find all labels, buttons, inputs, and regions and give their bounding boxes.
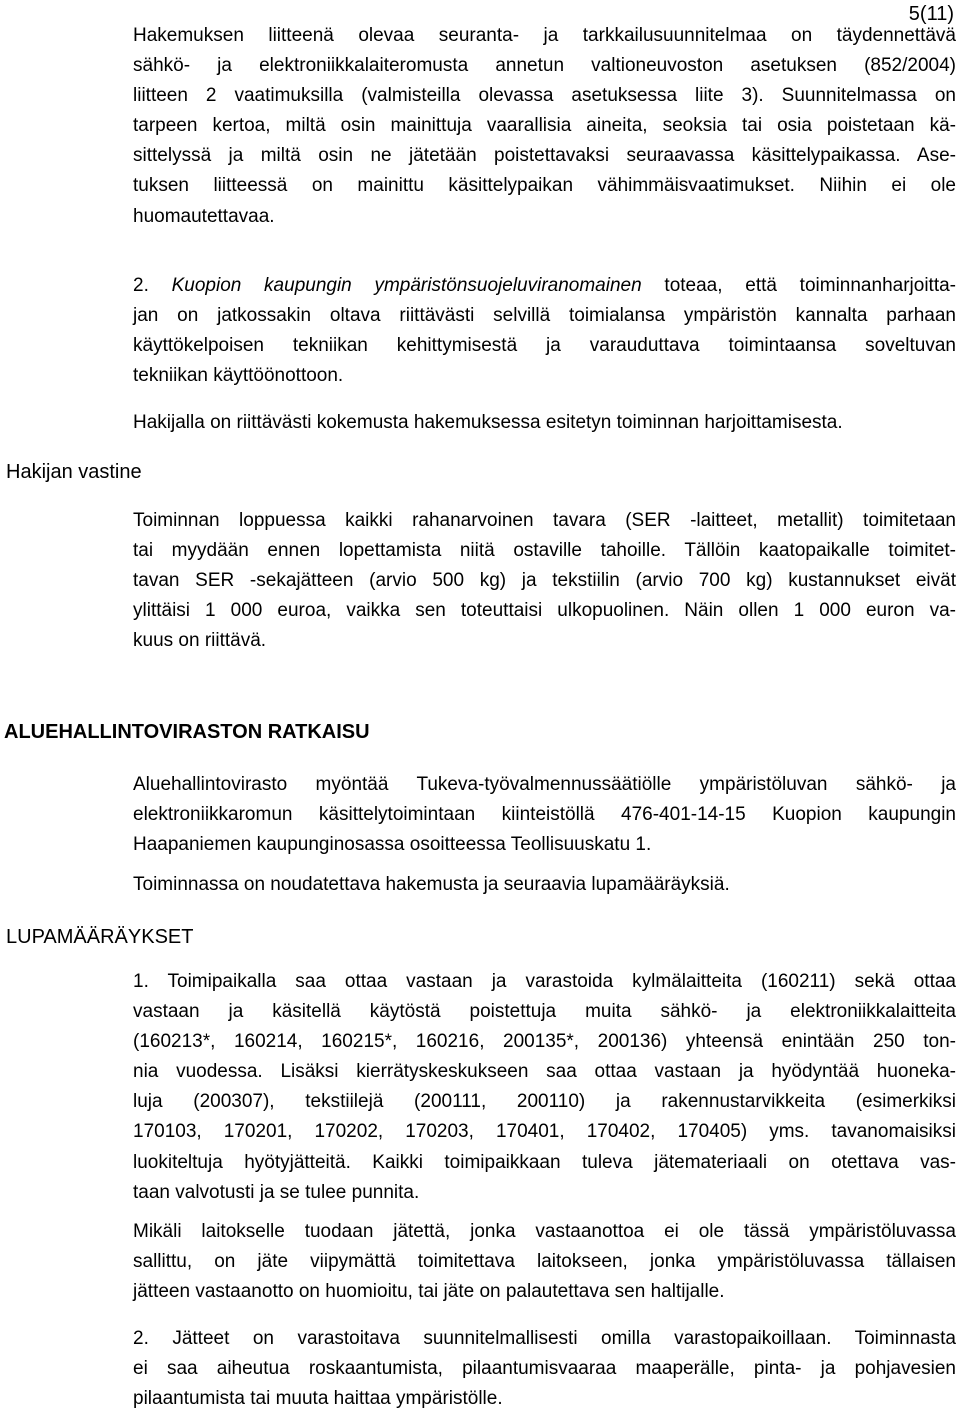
condition-1-paragraph [133, 967, 956, 1208]
text-line: nia vuodessa. Lisäksi kierrätyskeskukseen saa ottaa vastaan ja hyödyntää huoneka- [133, 1061, 956, 1083]
text-line: Toiminnassa on noudatettava hakemusta ja seuraavia lupamääräyksiä. [133, 874, 730, 895]
text-line: Aluehallintovirasto myöntää Tukeva-työvalmennussäätiölle ympäristöluvan sähkö- ja [133, 774, 956, 795]
text-line: Haapaniemen kaupunginosassa osoitteessa Teollisuuskatu 1. [133, 834, 652, 856]
text-line: huomautettavaa. [133, 205, 275, 227]
text-line: 1. Toimipaikalla saa ottaa vastaan ja varastoida kylmälaitteita (160211) sekä ottaa [133, 971, 956, 992]
text-line: kuus on riittävä. [133, 630, 267, 652]
text-line: tekniikan käyttöönottoon. [133, 365, 344, 387]
text-line: Mikäli laitokselle tuodaan jätettä, jonka vastaanottoa ei ole tässä ympäristöluvassa [133, 1221, 956, 1242]
text-fragment: toteaa, että toiminnanharjoitta- [664, 275, 956, 296]
text-line: tuksen liitteessä on mainittu käsittelypaikan vähimmäisvaatimukset. Niihin ei ole [133, 175, 956, 197]
text-line: tai myydään ennen lopettamista niitä ostaville tahoille. Tällöin kaatopaikalle toimitet- [133, 540, 956, 562]
text-line: (160213*, 160214, 160215*, 160216, 200135*, 200136) yhteensä enintään 250 ton- [133, 1031, 956, 1053]
section-heading: ALUEHALLINTOVIRASTON RATKAISU [4, 721, 370, 743]
text-line: 2. Jätteet on varastoitava suunnitelmallisesti omilla varastopaikoillaan. Toiminnasta [133, 1328, 956, 1349]
text-line: jan on jatkossakin oltava riittävästi selvillä toimialansa ympäristön kannalta parhaan [133, 305, 956, 327]
text-line: sittelyssä ja miltä osin ne jätetään poistettavaksi seuraavassa käsittelypaikassa. Ase- [133, 145, 956, 167]
text-line: liitteen 2 vaatimuksilla (valmisteilla olevassa asetuksessa liite 3). Suunnitelmassa on [133, 85, 956, 107]
sidebar-label-applicant-reply: Hakijan vastine [6, 461, 142, 483]
text-line: sallittu, on jäte viipymättä toimitettava laitokseen, jonka ympäristöluvassa tällaisen [133, 1251, 956, 1273]
text-line: tarpeen kertoa, miltä osin mainittuja vaarallisia aineita, seoksia tai osia poistetaan kä- [133, 115, 956, 137]
sidebar-label-permit-conditions: LUPAMÄÄRÄYKSET [6, 926, 194, 948]
text-line: vastaan ja käsitellä käytöstä poistettuja muita sähkö- ja elektroniikkalaitteita [133, 1001, 956, 1023]
text-line: taan valvotusti ja se tulee punnita. [133, 1181, 420, 1203]
text-line: ei saa aiheutua roskaantumista, pilaantumisvaaraa maaperälle, pinta- ja pohjavesien [133, 1358, 956, 1380]
text-line: Hakijalla on riittävästi kokemusta hakemuksessa esitetyn toiminnan harjoittamisesta. [133, 412, 843, 433]
compliance-paragraph [133, 870, 956, 900]
authority-name: Kuopion kaupungin ympäristönsuojeluviranomainen [171, 275, 642, 296]
text-line: luja (200307), tekstiilejä (200111, 200110) ja rakennustarvikkeita (esimerkiksi [133, 1091, 956, 1113]
text-line: 170103, 170201, 170202, 170203, 170401, 170402, 170405) yms. tavanomaisiksi [133, 1121, 956, 1143]
condition-1b-paragraph [133, 1217, 956, 1307]
text-line: tavan SER -sekajätteen (arvio 500 kg) ja tekstiilin (arvio 700 kg) kustannukset eivät [133, 570, 956, 592]
text-line: jätteen vastaanotto on huomioitu, tai jäte on palautettava sen haltijalle. [133, 1281, 725, 1303]
page-number: 5(11) [908, 3, 954, 25]
condition-2-paragraph [133, 1324, 956, 1414]
text-line: ylittäisi 1 000 euroa, vaikka sen toteuttaisi ulkopuolinen. Näin ollen 1 000 euron va- [133, 600, 956, 622]
text-line: sähkö- ja elektroniikkalaiteromusta annetun valtioneuvoston asetuksen (852/2004) [133, 55, 956, 77]
decision-paragraph [133, 770, 956, 860]
text-line: luokiteltuja hyötyjätteitä. Kaikki toimipaikkaan tuleva jätemateriaali on otettava vas- [133, 1151, 956, 1173]
text-line: pilaantumista tai muuta haittaa ympäristölle. [133, 1388, 503, 1410]
text-line [133, 271, 956, 301]
authority-statement-paragraph [133, 271, 956, 391]
text-line: elektroniikkaromun käsittelytoimintaan kiinteistöllä 476-401-14-15 Kuopion kaupungin [133, 804, 956, 826]
reply-experience-paragraph [133, 408, 956, 438]
text-line: Toiminnan loppuessa kaikki rahanarvoinen tavara (SER -laitteet, metallit) toimitetaan [133, 510, 956, 531]
monitoring-plan-paragraph [133, 21, 956, 232]
text-line: Hakemuksen liitteenä olevaa seuranta- ja tarkkailusuunnitelmaa on täydennettävä [133, 25, 956, 46]
text-line: käyttökelpoisen tekniikan kehittymisestä ja varauduttava toimintaansa soveltuvan [133, 335, 956, 357]
reply-guarantee-paragraph [133, 506, 956, 656]
item-number: 2. [133, 275, 149, 296]
